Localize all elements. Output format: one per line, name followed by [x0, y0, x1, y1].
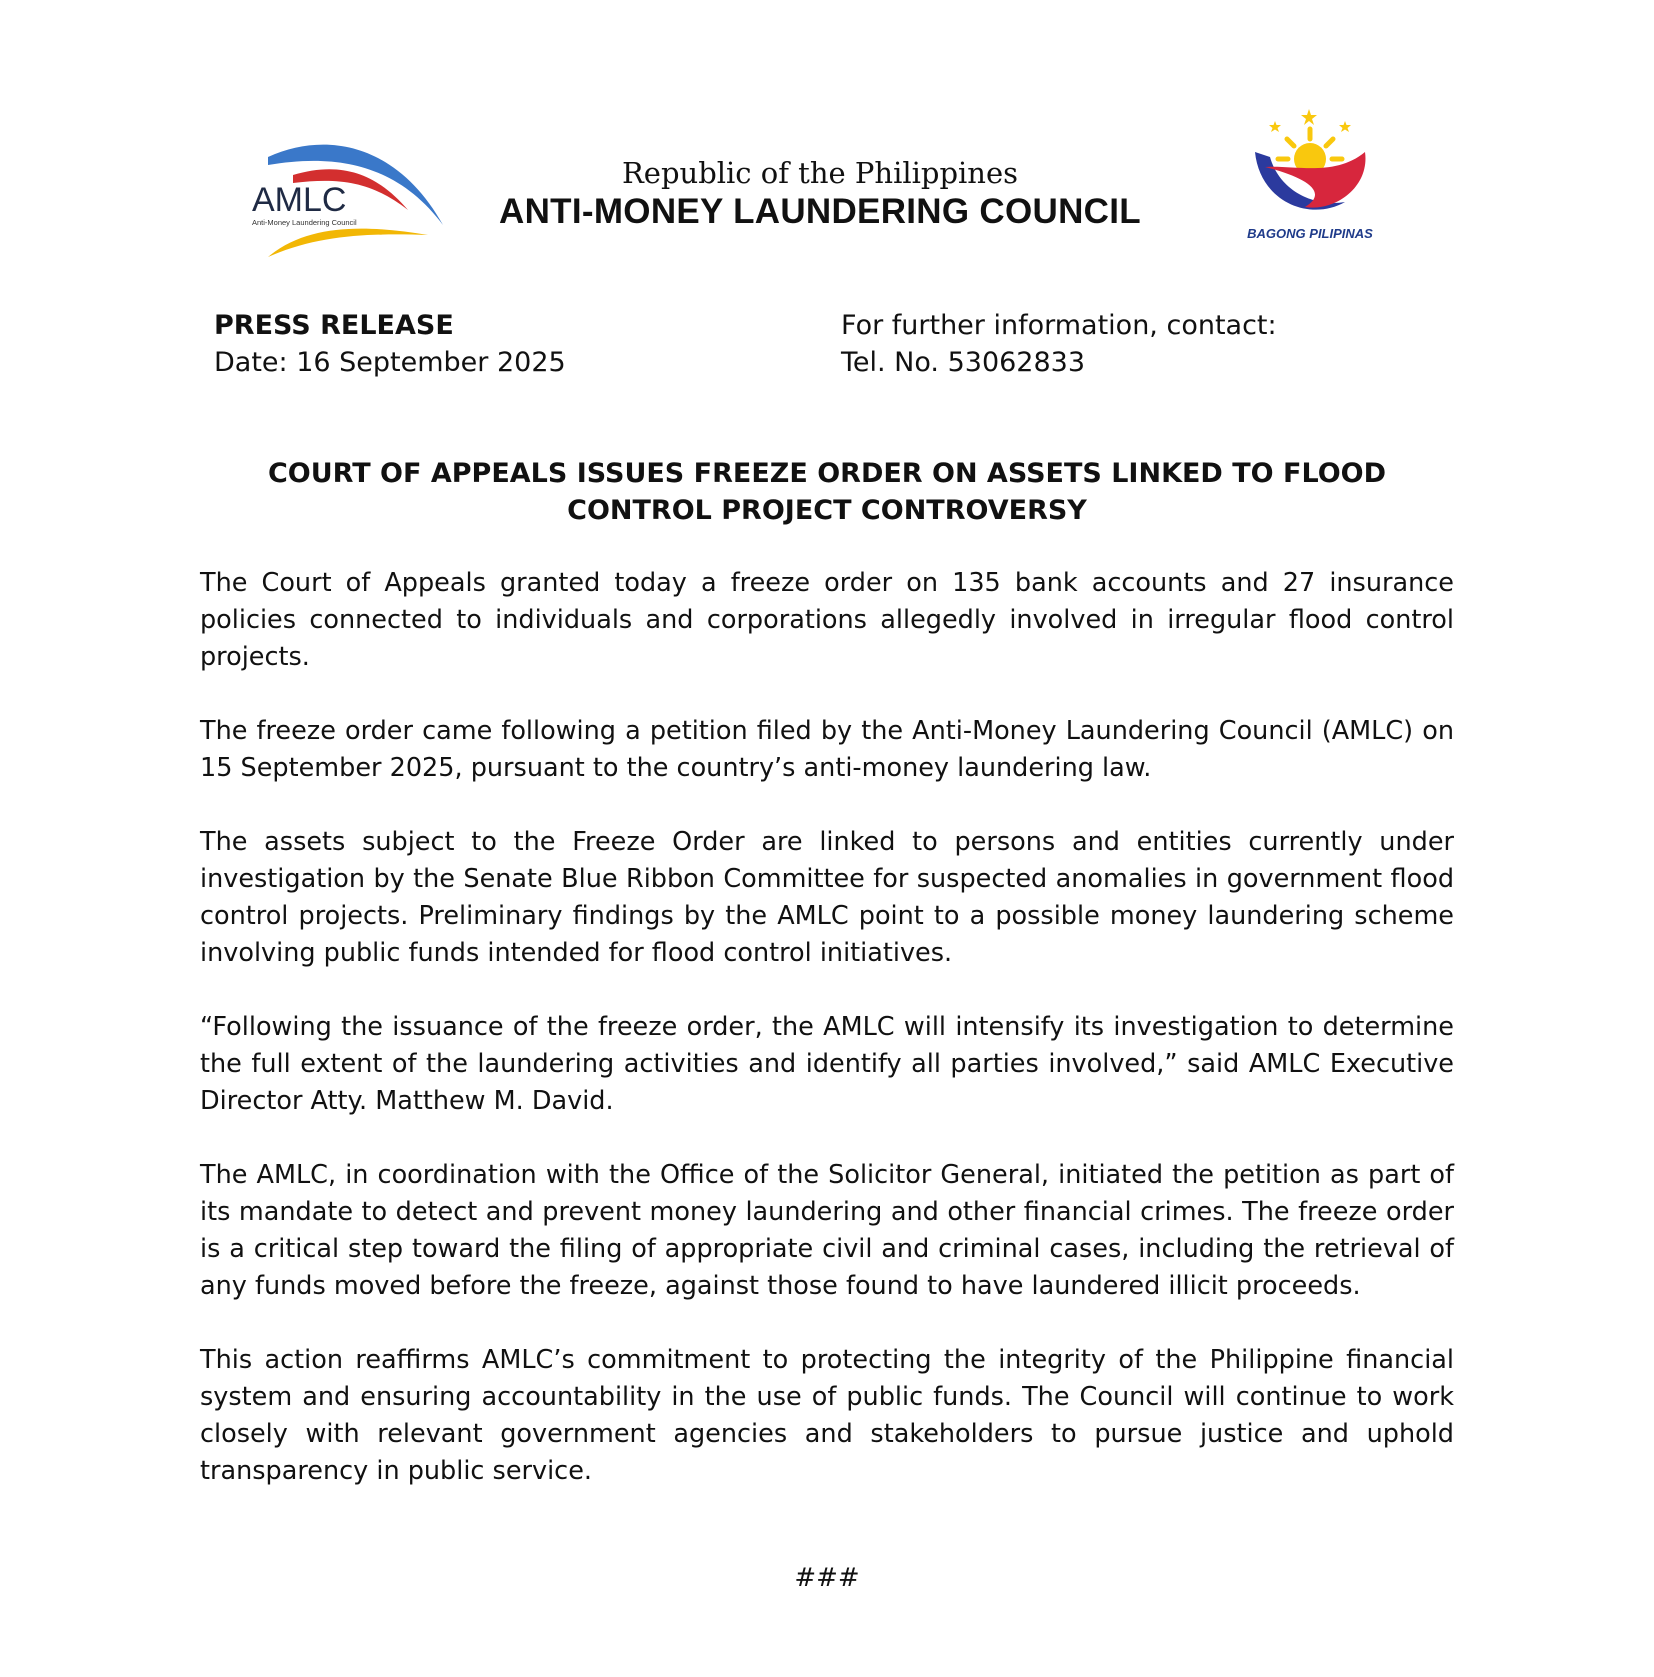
bagong-pilipinas-logo — [1225, 107, 1395, 247]
amlc-logo-graphic — [248, 135, 448, 265]
amlc-logo-subtitle: Anti-Money Laundering Council — [252, 218, 357, 227]
press-release-label: PRESS RELEASE — [214, 310, 454, 341]
republic-line: Republic of the Philippines — [621, 156, 1019, 190]
amlc-logo — [248, 135, 448, 265]
amlc-logo-text: AMLC — [252, 181, 347, 219]
title-line-2: CONTROL PROJECT CONTROVERSY — [567, 495, 1087, 526]
meta-contact-block — [841, 307, 1277, 381]
release-date: Date: 16 September 2025 — [214, 347, 566, 378]
contact-label: For further information, contact: — [841, 310, 1277, 341]
body-paragraph-5: The AMLC, in coordination with the Office of the Solicitor General, initiated the petition as part of its mandate to detect and prevent money laundering and other financial crimes. The freeze order is a critical step toward the filing of appropriate civil and criminal cases, including the retrieval of any funds moved before the freeze, against those found to have laundered illicit proceeds. — [200, 1160, 1454, 1301]
contact-tel: Tel. No. 53062833 — [841, 347, 1086, 378]
header-title-block — [470, 155, 1170, 233]
body-paragraph-3: The assets subject to the Freeze Order are linked to persons and entities currently under investigation by the Senate Blue Ribbon Committee for suspected anomalies in government flood control projects. Preliminary findings by the AMLC point to a possible money laundering scheme involving public funds intended for flood control initiatives. — [200, 827, 1454, 968]
meta-left-block — [214, 307, 566, 381]
body-paragraph-1: The Court of Appeals granted today a freeze order on 135 bank accounts and 27 insurance policies connected to individuals and corporations allegedly involved in irregular flood control projects. — [200, 568, 1454, 672]
press-release-body — [200, 565, 1454, 1527]
body-paragraph-4: “Following the issuance of the freeze order, the AMLC will intensify its investigation to determine the full extent of the laundering activities and identify all parties involved,” said AMLC Executive Director Atty. Matthew M. David. — [200, 1012, 1454, 1116]
press-release-title — [200, 455, 1454, 529]
council-name: ANTI-MONEY LAUNDERING COUNCIL — [499, 192, 1141, 231]
end-mark: ### — [794, 1563, 860, 1593]
bagong-pilipinas-text: BAGONG PILIPINAS — [1247, 226, 1373, 241]
bagong-pilipinas-emblem — [1235, 107, 1385, 222]
body-paragraph-2: The freeze order came following a petition filed by the Anti-Money Laundering Council (AMLC) on 15 September 2025, pursuant to the country’s anti-money laundering law. — [200, 716, 1454, 783]
document-header — [0, 125, 1654, 275]
title-line-1: COURT OF APPEALS ISSUES FREEZE ORDER ON ASSETS LINKED TO FLOOD — [267, 458, 1387, 489]
body-paragraph-6: This action reaffirms AMLC’s commitment to protecting the integrity of the Philippine financial system and ensuring accountability in the use of public funds. The Council will continue to work closely with relevant government agencies and stakeholders to pursue justice and uphold transparency in public service. — [200, 1345, 1454, 1486]
